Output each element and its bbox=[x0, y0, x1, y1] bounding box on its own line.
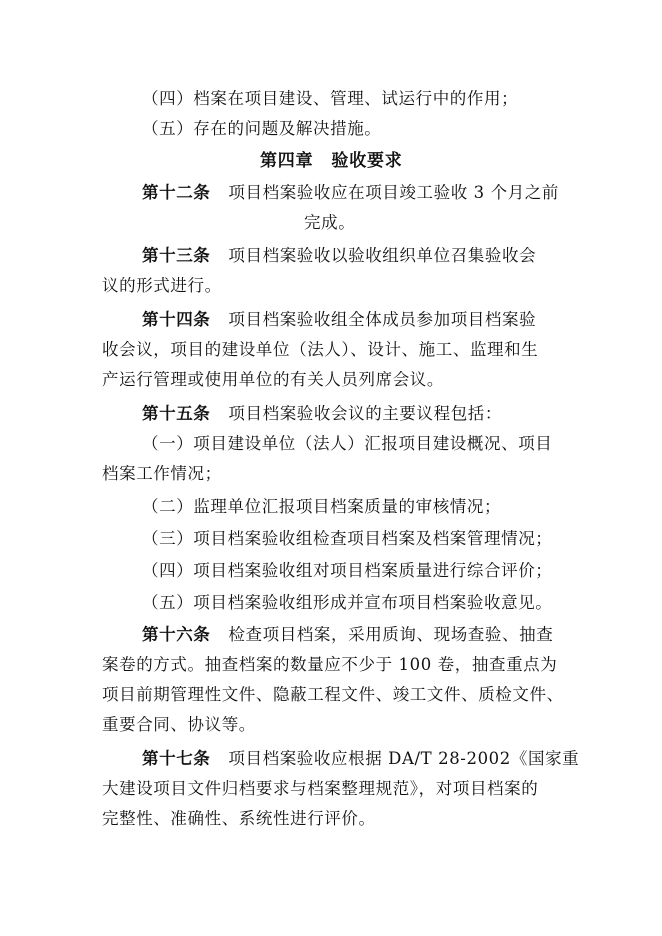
article-17-line2: 大建设项目文件归档要求与档案整理规范》，对项目档案的 bbox=[102, 779, 539, 798]
article-17-line3: 完整性、准确性、系统性进行评价。 bbox=[102, 809, 376, 828]
article-13-text1: 项目档案验收以验收组织单位召集验收会 bbox=[228, 246, 537, 265]
article-15-item1: （一）项目建设单位（法人）汇报项目建设概况、项目 bbox=[142, 434, 553, 453]
article-13-line2: 议的形式进行。 bbox=[102, 276, 222, 295]
article-15-item3: （三）项目档案验收组检查项目档案及档案管理情况； bbox=[142, 529, 553, 548]
article-14-line1 bbox=[142, 309, 536, 331]
article-17-text1: 项目档案验收应根据 DA/T 28-2002《国家重 bbox=[228, 749, 580, 768]
article-15-head: 第十五条 bbox=[142, 404, 211, 423]
article-15-item2: （二）监理单位汇报项目档案质量的审核情况； bbox=[142, 497, 502, 516]
article-13-line1 bbox=[142, 245, 536, 267]
article-15-item1-cont: 档案工作情况； bbox=[102, 464, 222, 483]
article-12-line2: 完成。 bbox=[304, 213, 356, 232]
article-15-line1 bbox=[142, 403, 502, 425]
article-13-head: 第十三条 bbox=[142, 246, 211, 265]
article-14-head: 第十四条 bbox=[142, 310, 211, 329]
article-12-line1 bbox=[142, 182, 559, 204]
article-17-line1 bbox=[142, 748, 579, 770]
chapter-number: 第四章 bbox=[260, 151, 314, 171]
article-12-text1: 项目档案验收应在项目竣工验收 3 个月之前 bbox=[228, 183, 559, 202]
article-15-text1: 项目档案验收会议的主要议程包括： bbox=[228, 404, 503, 423]
chapter-heading bbox=[260, 150, 403, 172]
article-16-line1 bbox=[142, 624, 553, 646]
article-16-line3: 项目前期管理性文件、隐蔽工程文件、竣工文件、质检文件、 bbox=[102, 685, 564, 704]
item-five: （五）存在的问题及解决措施。 bbox=[142, 119, 382, 138]
chapter-title: 验收要求 bbox=[331, 151, 403, 171]
article-16-text1: 检查项目档案，采用质询、现场查验、抽查 bbox=[228, 625, 554, 644]
article-12-head: 第十二条 bbox=[142, 183, 211, 202]
article-16-head: 第十六条 bbox=[142, 625, 211, 644]
item-four: （四）档案在项目建设、管理、试运行中的作用； bbox=[142, 89, 519, 108]
article-15-item4: （四）项目档案验收组对项目档案质量进行综合评价； bbox=[142, 561, 553, 580]
article-14-line2: 收会议，项目的建设单位（法人）、设计、施工、监理和生 bbox=[102, 340, 539, 359]
article-15-item5: （五）项目档案验收组形成并宣布项目档案验收意见。 bbox=[142, 593, 553, 612]
article-14-line3: 产运行管理或使用单位的有关人员列席会议。 bbox=[102, 370, 444, 389]
article-16-line2: 案卷的方式。抽查档案的数量应不少于 100 卷，抽查重点为 bbox=[102, 655, 558, 674]
article-16-line4: 重要合同、协议等。 bbox=[102, 715, 256, 734]
article-14-text1: 项目档案验收组全体成员参加项目档案验 bbox=[228, 310, 537, 329]
article-17-head: 第十七条 bbox=[142, 749, 211, 768]
